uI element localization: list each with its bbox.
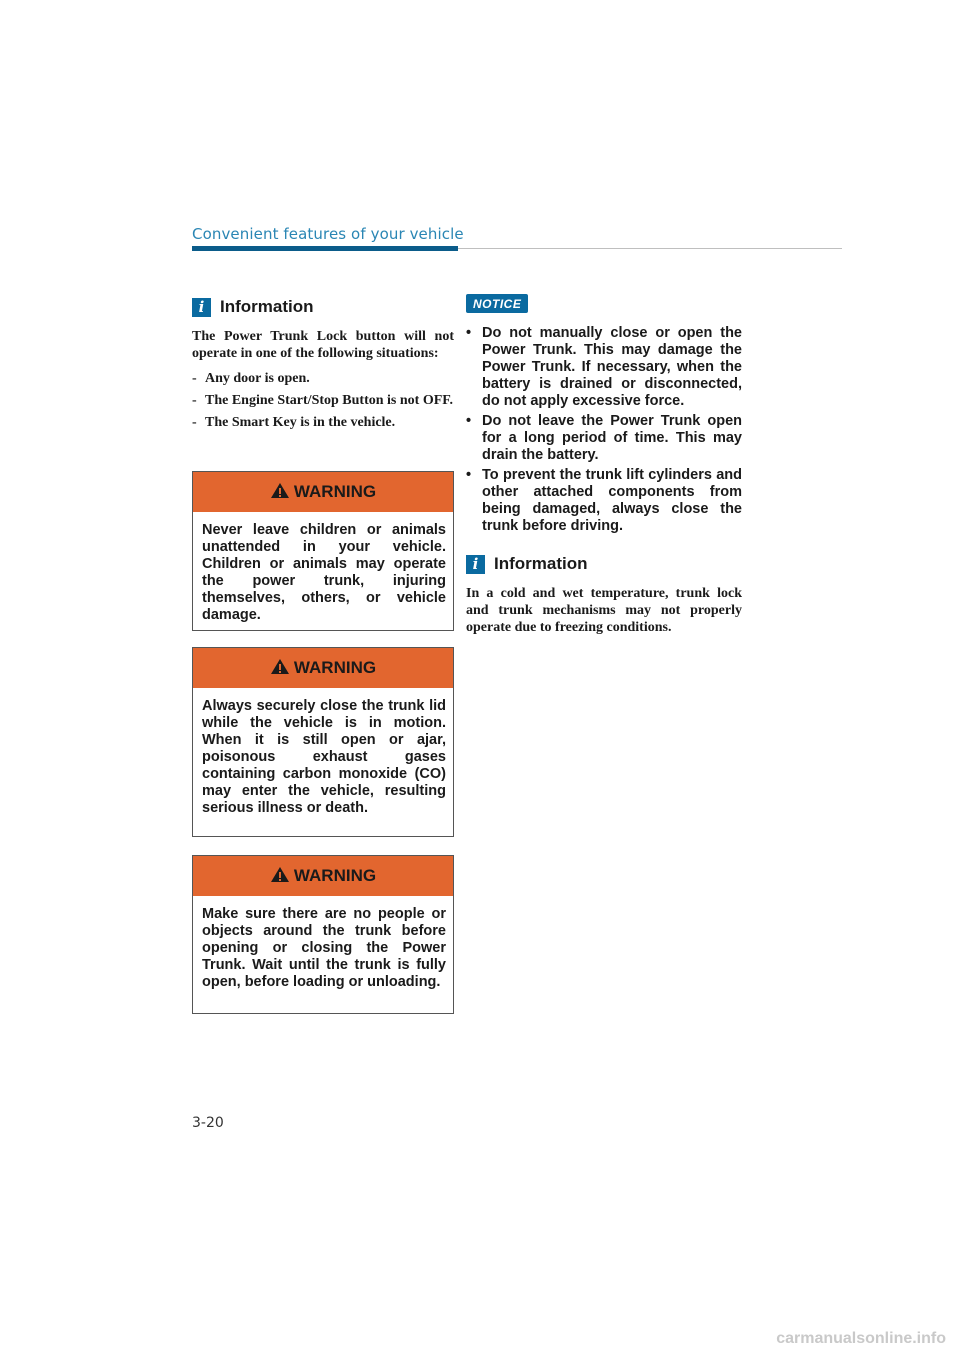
list-item: • To prevent the trunk lift cylinders and other attached components from being damaged, always close the trunk before driving. bbox=[466, 467, 742, 534]
warning-triangle-icon bbox=[270, 658, 290, 675]
info-icon: i bbox=[192, 298, 211, 317]
page-header bbox=[192, 222, 842, 252]
notice-badge: NOTICE bbox=[466, 294, 528, 313]
info-heading bbox=[192, 296, 454, 322]
warning-triangle-icon bbox=[270, 866, 290, 883]
page-number: 3-20 bbox=[192, 1115, 224, 1131]
info-intro: The Power Trunk Lock button will not operate in one of the following situations: bbox=[192, 329, 454, 361]
warning-triangle-icon bbox=[270, 482, 290, 499]
list-item: - Any door is open. bbox=[192, 371, 310, 386]
info-title: Information bbox=[494, 554, 588, 573]
info-icon: i bbox=[466, 555, 485, 574]
warning-box-2 bbox=[192, 647, 454, 837]
warning-text: Always securely close the trunk lid while the vehicle is in motion. When it is still open or ajar, poisonous exhaust gases containing carbon monoxide (CO) may enter the vehicle, resulting serious illness or death. bbox=[202, 698, 446, 816]
warning-label: WARNING bbox=[293, 482, 377, 501]
warning-header bbox=[193, 856, 453, 896]
section-title: Convenient features of your vehicle bbox=[192, 225, 464, 243]
warning-box-1 bbox=[192, 471, 454, 631]
list-item: • Do not manually close or open the Power Trunk. This may damage the Power Trunk. If necessary, when the battery is drained or disconnected, do not apply excessive force. bbox=[466, 325, 742, 409]
warning-text: Never leave children or animals unattended in your vehicle. Children or animals may operate the power trunk, injuring themselves, others, or vehicle damage. bbox=[202, 522, 446, 623]
condition-list bbox=[192, 370, 454, 431]
left-column bbox=[192, 296, 454, 436]
header-rule-accent bbox=[192, 246, 458, 251]
warning-header bbox=[193, 472, 453, 512]
info-text: In a cold and wet temperature, trunk lock and trunk mechanisms may not properly operate due to freezing conditions. bbox=[466, 586, 742, 635]
warning-label: WARNING bbox=[293, 866, 377, 885]
list-item: - The Smart Key is in the vehicle. bbox=[192, 415, 396, 430]
info-body bbox=[192, 328, 454, 362]
right-column bbox=[466, 294, 742, 636]
watermark: carmanualsonline.info bbox=[776, 1330, 946, 1347]
warning-header bbox=[193, 648, 453, 688]
info-title: Information bbox=[220, 297, 314, 316]
list-item: • Do not leave the Power Trunk open for a long period of time. This may drain the battery. bbox=[466, 413, 742, 463]
warning-label: WARNING bbox=[293, 658, 377, 677]
list-item: - The Engine Start/Stop Button is not OFF. bbox=[192, 393, 454, 408]
warning-box-3 bbox=[192, 855, 454, 1014]
warning-text: Make sure there are no people or objects around the trunk before opening or closing the Power Trunk. Wait until the trunk is fully open, before loading or unloading. bbox=[202, 906, 446, 990]
info-heading bbox=[466, 553, 742, 579]
notice-list bbox=[466, 325, 742, 535]
info-body bbox=[466, 585, 742, 636]
header-rule bbox=[458, 248, 842, 249]
